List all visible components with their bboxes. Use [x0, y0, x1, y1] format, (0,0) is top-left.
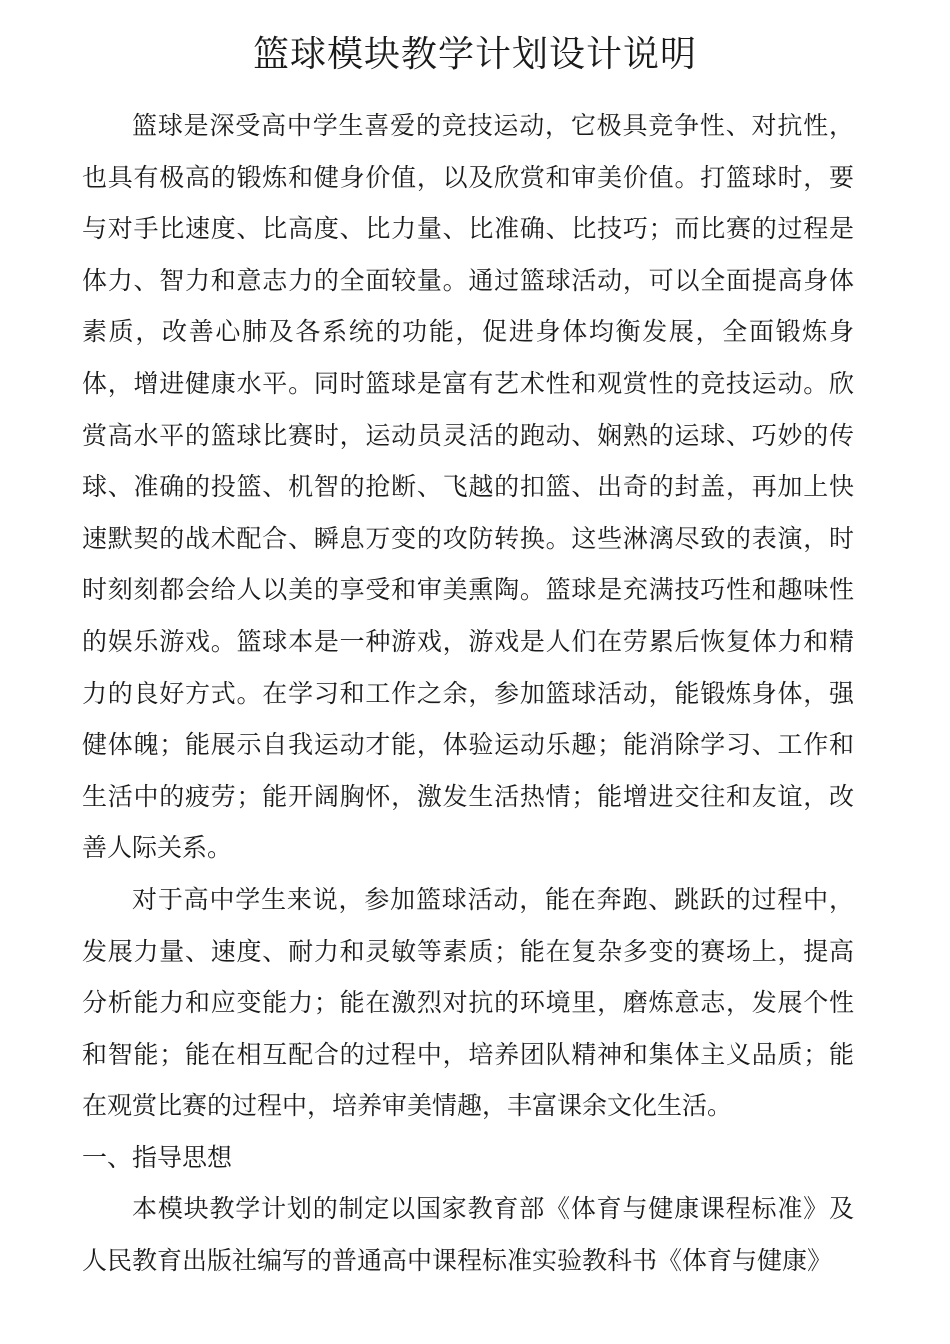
document-body — [82, 100, 854, 1287]
section-paragraph: 本模块教学计划的制定以国家教育部《体育与健康课程标准》及人民教育出版社编写的普通高中课程标准实验教科书《体育与健康》 — [82, 1194, 854, 1276]
intro-paragraph-2: 对于高中学生来说，参加篮球活动，能在奔跑、跳跃的过程中，发展力量、速度、耐力和灵敏等素质；能在复杂多变的赛场上，提高分析能力和应变能力；能在激烈对抗的环境里，磨炼意志，发展个性和智能；能在相互配合的过程中，培养团队精神和集体主义品质；能在观赏比赛的过程中，培养审美情趣，丰富课余文化生活。 — [82, 884, 854, 1121]
intro-paragraph-1: 篮球是深受高中学生喜爱的竞技运动，它极具竞争性、对抗性，也具有极高的锻炼和健身价值，以及欣赏和审美价值。打篮球时，要与对手比速度、比高度、比力量、比准确、比技巧；而比赛的过程是体力、智力和意志力的全面较量。通过篮球活动，可以全面提高身体素质，改善心肺及各系统的功能，促进身体均衡发展，全面锻炼身体，增进健康水平。同时篮球是富有艺术性和观赏性的竞技运动。欣赏高水平的篮球比赛时，运动员灵活的跑动、娴熟的运球、巧妙的传球、准确的投篮、机智的抢断、飞越的扣篮、出奇的封盖，再加上快速默契的战术配合、瞬息万变的攻防转换。这些淋漓尽致的表演，时时刻刻都会给人以美的享受和审美熏陶。篮球是充满技巧性和趣味性的娱乐游戏。篮球本是一种游戏，游戏是人们在劳累后恢复体力和精力的良好方式。在学习和工作之余，参加篮球活动，能锻炼身体，强健体魄；能展示自我运动才能，体验运动乐趣；能消除学习、工作和生活中的疲劳；能开阔胸怀，激发生活热情；能增进交往和友谊，改善人际关系。 — [82, 111, 854, 863]
section-heading-guiding-thought: 一、指导思想 — [82, 1142, 233, 1172]
document-title: 篮球模块教学计划设计说明 — [252, 34, 697, 75]
